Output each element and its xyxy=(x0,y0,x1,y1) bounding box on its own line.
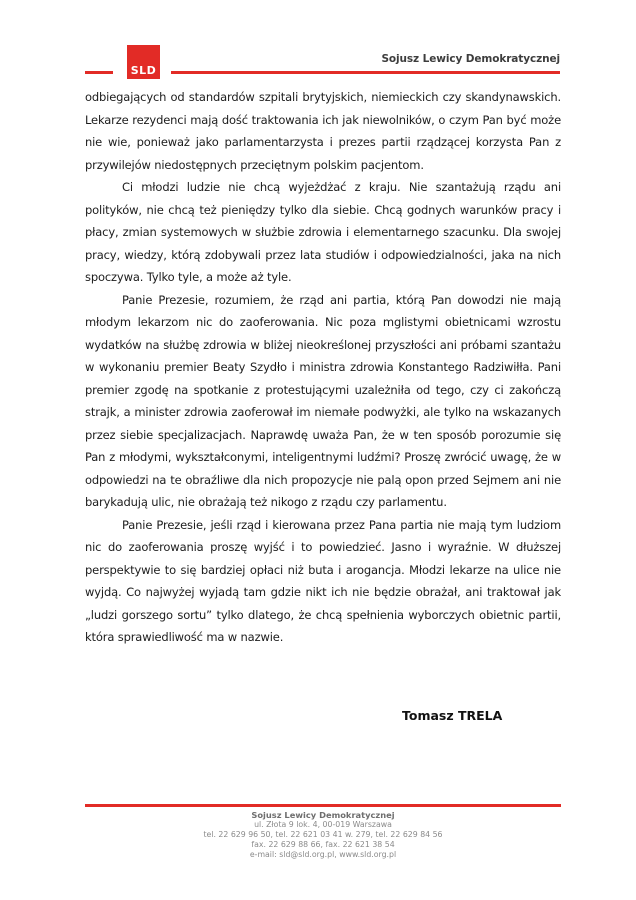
footer-address: ul. Złota 9 lok. 4, 00-019 Warszawa xyxy=(254,820,392,829)
paragraph-1: odbiegających od standardów szpitali brytyjskich, niemieckich czy skandynawskich. Lekarze rezydenci mają dość traktowania ich jak niewolników, o czym Pan być może nie wie, ponieważ jako parlamentarzysta i prezes partii rządzącej korzysta Pan z przywilejów niedostępnych przeciętnym polskim pacjentom. xyxy=(85,90,561,172)
header-left-dash xyxy=(85,71,113,74)
footer-phones: tel. 22 629 96 50, tel. 22 621 03 41 w. 279, tel. 22 629 84 56 xyxy=(203,830,443,839)
sld-logo-text: SLD xyxy=(130,64,157,77)
footer-fax: fax. 22 629 88 66, fax. 22 621 38 54 xyxy=(251,840,395,849)
sld-logo xyxy=(127,45,160,79)
signature-name: Tomasz TRELA xyxy=(402,708,503,723)
paragraph-4: Panie Prezesie, jeśli rząd i kierowana przez Pana partia nie mają tym ludziom nic do zaoferowania proszę wyjść i to powiedzieć. Jasno i wyraźnie. W dłuższej perspektywie to się bardziej opłaci niż buta i arogancja. Młodzi lekarze na ulice nie wyjdą. Co najwyżej wyjadą tam gdzie nikt ich nie będzie obrażał, ani traktował jak „ludzi gorszego sortu” tylko dlatego, że chcą spełnienia wyborczych obietnic partii, która sprawiedliwość ma w nazwie. xyxy=(85,517,561,644)
footer-email-web: e-mail: sld@sld.org.pl, www.sld.org.pl xyxy=(249,850,397,859)
paragraph-2: Ci młodzi ludzie nie chcą wyjeżdżać z kraju. Nie szantażują rządu ani polityków, nie chcą też pieniędzy tylko dla siebie. Chcą godnych warunków pracy i płacy, zmian systemowych w służbie zdrowia i elementarnego szacunku. Dla swojej pracy, wiedzy, którą zdobywali przez lata studiów i odpowiedzialności, jaka na nich spoczywa. Tylko tyle, a może aż tyle. xyxy=(85,180,561,284)
header-rule xyxy=(171,71,560,74)
footer-rule xyxy=(85,804,561,807)
footer-block xyxy=(85,810,561,860)
header-org-name: Sojusz Lewicy Demokratycznej xyxy=(381,53,560,65)
footer-org-name: Sojusz Lewicy Demokratycznej xyxy=(251,810,395,820)
paragraph-3: Panie Prezesie, rozumiem, że rząd ani partia, którą Pan dowodzi nie mają młodym lekarzom nic do zaoferowania. Nic poza mglistymi obietnicami wzrostu wydatków na służbę zdrowia w bliżej nieokreślonej przyszłości ani próbami szantażu w wykonaniu premier Beaty Szydło i ministra zdrowia Konstantego Radziwiłła. Pani premier zgodę na spotkanie z protestującymi uzależniła od tego, czy ci zakończą strajk, a minister zdrowia zaoferował im niemałe podwyżki, ale tylko na wskazanych przez siebie specjalizacjach. Naprawdę uważa Pan, że w ten sposób porozumie się Pan z młodymi, wykształconymi, inteligentnymi ludźmi? Proszę zwrócić uwagę, że w odpowiedzi na te obraźliwe dla nich propozycje nie palą opon przed Sejmem ani nie barykadują ulic, nie obrażają też nikogo z rządu czy parlamentu. xyxy=(85,292,561,509)
letter-body xyxy=(85,86,561,649)
